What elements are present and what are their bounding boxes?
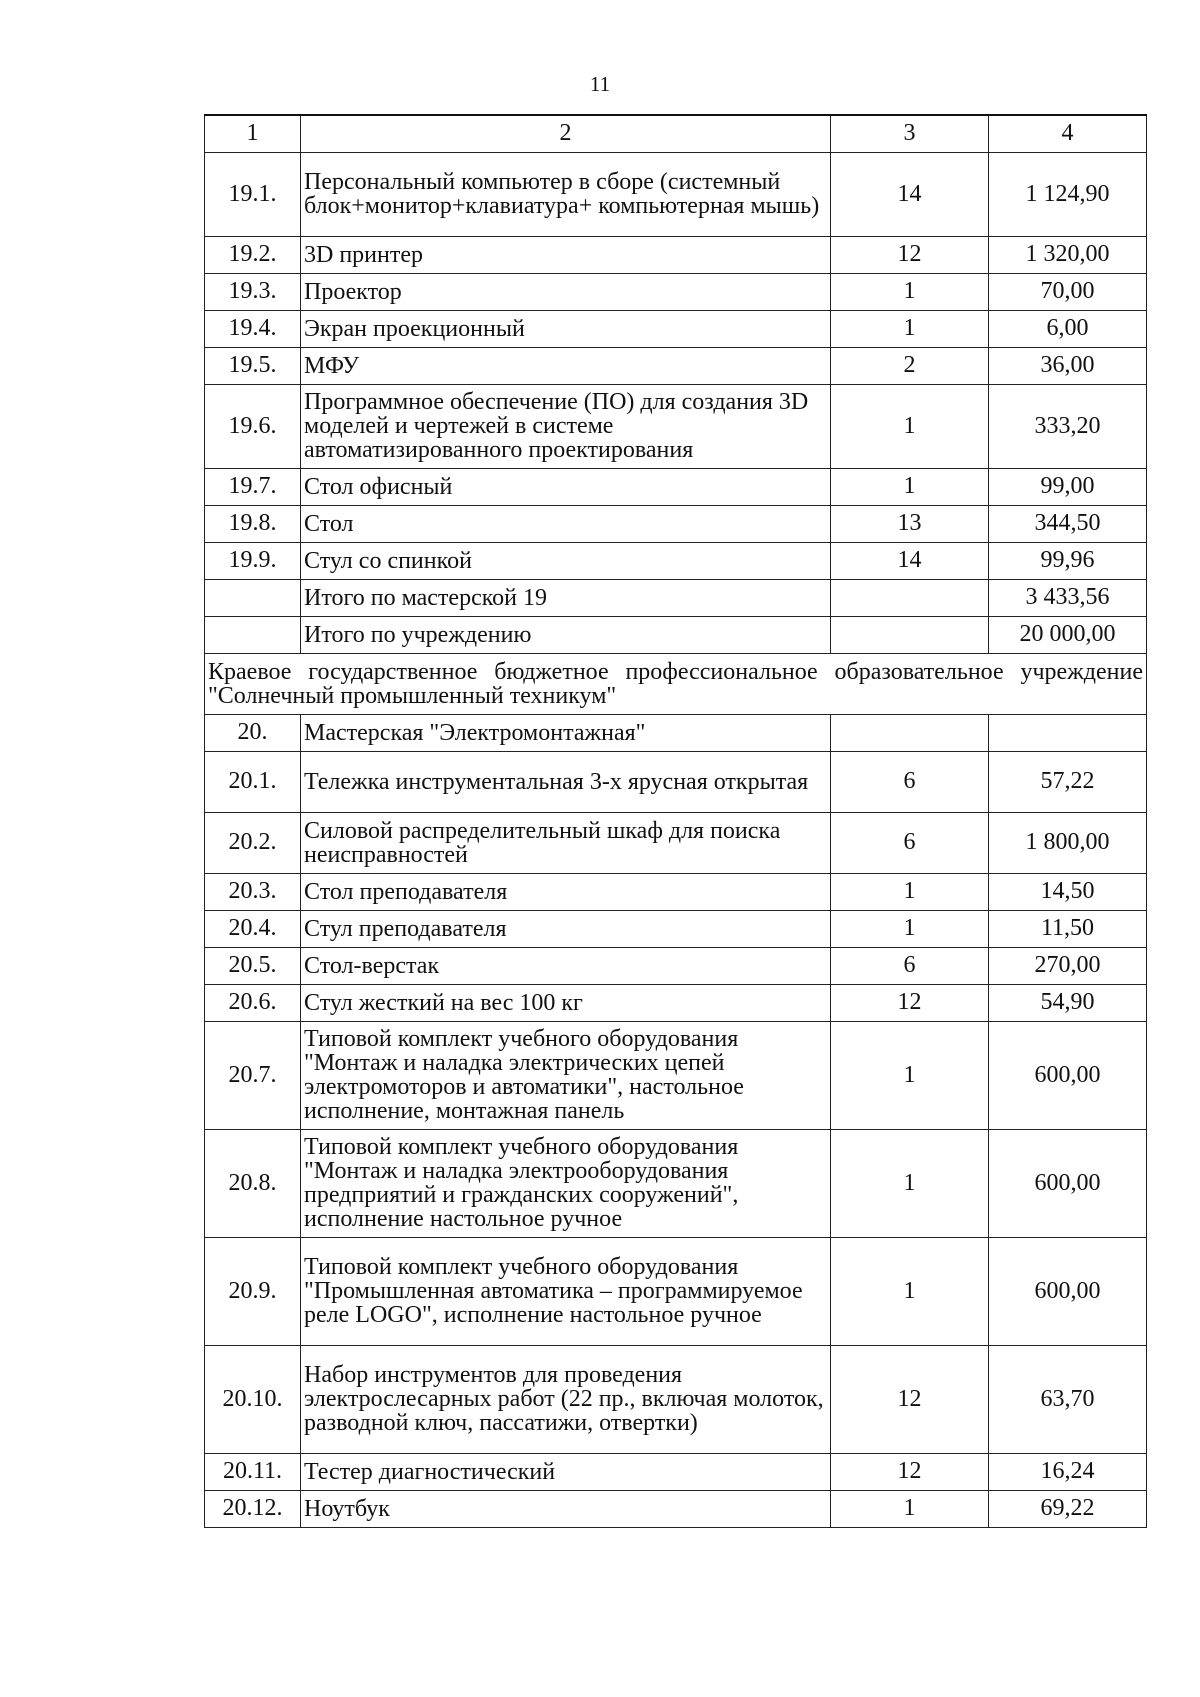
row-amount: 11,50	[989, 910, 1147, 947]
row-quantity: 14	[831, 152, 989, 236]
row-quantity: 12	[831, 236, 989, 273]
table-row	[205, 347, 1147, 384]
row-amount: 63,70	[989, 1345, 1147, 1453]
header-col-3: 3	[831, 115, 989, 152]
row-amount: 69,22	[989, 1490, 1147, 1527]
row-number: 20.6.	[205, 984, 301, 1021]
row-name: Проектор	[301, 273, 831, 310]
row-name: 3D принтер	[301, 236, 831, 273]
row-number: 19.9.	[205, 542, 301, 579]
row-number: 20.8.	[205, 1129, 301, 1237]
row-quantity: 1	[831, 468, 989, 505]
row-amount: 1 320,00	[989, 236, 1147, 273]
row-number: 19.5.	[205, 347, 301, 384]
equipment-table	[204, 114, 1147, 1528]
row-number: 19.8.	[205, 505, 301, 542]
row-number: 20.11.	[205, 1453, 301, 1490]
table-row	[205, 1490, 1147, 1527]
header-col-4: 4	[989, 115, 1147, 152]
row-quantity: 12	[831, 984, 989, 1021]
row-quantity	[831, 579, 989, 616]
row-name: Мастерская "Электромонтажная"	[301, 714, 831, 751]
row-number: 20.2.	[205, 812, 301, 873]
table-row	[205, 236, 1147, 273]
header-col-1: 1	[205, 115, 301, 152]
workshop-row	[205, 714, 1147, 751]
row-name: Стол преподавателя	[301, 873, 831, 910]
row-number: 20.1.	[205, 751, 301, 812]
row-number	[205, 616, 301, 653]
row-name: Стол-верстак	[301, 947, 831, 984]
row-number: 19.2.	[205, 236, 301, 273]
row-name: Персональный компьютер в сборе (системный блок+монитор+клавиатура+ компьютерная мышь)	[301, 152, 831, 236]
row-quantity: 1	[831, 273, 989, 310]
row-quantity: 2	[831, 347, 989, 384]
row-amount: 344,50	[989, 505, 1147, 542]
row-name: Программное обеспечение (ПО) для создания 3D моделей и чертежей в системе автоматизированного проектирования	[301, 384, 831, 468]
row-quantity: 6	[831, 947, 989, 984]
row-amount: 600,00	[989, 1129, 1147, 1237]
row-amount: 600,00	[989, 1021, 1147, 1129]
row-name: МФУ	[301, 347, 831, 384]
row-amount: 36,00	[989, 347, 1147, 384]
table-row	[205, 751, 1147, 812]
row-number: 20.4.	[205, 910, 301, 947]
table-row	[205, 1021, 1147, 1129]
page-number: 11	[589, 72, 611, 96]
table-row	[205, 947, 1147, 984]
row-quantity: 1	[831, 1129, 989, 1237]
row-number: 19.3.	[205, 273, 301, 310]
row-quantity: 1	[831, 310, 989, 347]
row-name: Стул жесткий на вес 100 кг	[301, 984, 831, 1021]
table-row	[205, 310, 1147, 347]
row-number: 20.10.	[205, 1345, 301, 1453]
table-row	[205, 984, 1147, 1021]
table-row	[205, 1129, 1147, 1237]
row-amount: 3 433,56	[989, 579, 1147, 616]
table-row	[205, 1453, 1147, 1490]
total-row	[205, 616, 1147, 653]
row-amount	[989, 714, 1147, 751]
table-row	[205, 542, 1147, 579]
row-amount: 270,00	[989, 947, 1147, 984]
row-name: Типовой комплект учебного оборудования "Промышленная автоматика – программируемое реле LOGO", исполнение настольное ручное	[301, 1237, 831, 1345]
row-quantity: 13	[831, 505, 989, 542]
table-row	[205, 1237, 1147, 1345]
row-number: 19.1.	[205, 152, 301, 236]
row-amount: 14,50	[989, 873, 1147, 910]
row-amount: 16,24	[989, 1453, 1147, 1490]
row-number: 20.9.	[205, 1237, 301, 1345]
row-number: 19.7.	[205, 468, 301, 505]
row-quantity: 14	[831, 542, 989, 579]
row-name: Стол офисный	[301, 468, 831, 505]
row-quantity: 12	[831, 1345, 989, 1453]
row-amount: 333,20	[989, 384, 1147, 468]
row-name: Итого по учреждению	[301, 616, 831, 653]
table-row	[205, 812, 1147, 873]
table-row	[205, 910, 1147, 947]
row-number: 19.6.	[205, 384, 301, 468]
row-number: 20.5.	[205, 947, 301, 984]
row-quantity: 1	[831, 873, 989, 910]
table-row	[205, 273, 1147, 310]
row-number: 20.12.	[205, 1490, 301, 1527]
row-number: 20.3.	[205, 873, 301, 910]
section-row	[205, 653, 1147, 714]
row-number: 19.4.	[205, 310, 301, 347]
row-quantity	[831, 616, 989, 653]
row-number	[205, 579, 301, 616]
row-amount: 1 124,90	[989, 152, 1147, 236]
row-amount: 600,00	[989, 1237, 1147, 1345]
row-quantity: 6	[831, 812, 989, 873]
row-number: 20.	[205, 714, 301, 751]
row-name: Экран проекционный	[301, 310, 831, 347]
table-header-row	[205, 115, 1147, 152]
table-row	[205, 1345, 1147, 1453]
table-row	[205, 152, 1147, 236]
row-quantity: 1	[831, 1237, 989, 1345]
table-row	[205, 384, 1147, 468]
row-name: Итого по мастерской 19	[301, 579, 831, 616]
row-amount: 54,90	[989, 984, 1147, 1021]
row-name: Стул преподавателя	[301, 910, 831, 947]
row-name: Стол	[301, 505, 831, 542]
table-row	[205, 873, 1147, 910]
row-quantity	[831, 714, 989, 751]
row-amount: 57,22	[989, 751, 1147, 812]
row-quantity: 1	[831, 384, 989, 468]
row-quantity: 1	[831, 1021, 989, 1129]
row-name: Ноутбук	[301, 1490, 831, 1527]
header-col-2: 2	[301, 115, 831, 152]
section-title: Краевое государственное бюджетное профессиональное образовательное учреждение "Солнечный промышленный техникум"	[205, 653, 1147, 714]
row-name: Тестер диагностический	[301, 1453, 831, 1490]
row-quantity: 1	[831, 1490, 989, 1527]
row-name: Типовой комплект учебного оборудования "Монтаж и наладка электрических цепей электромоторов и автоматики", настольное исполнение, монтажная панель	[301, 1021, 831, 1129]
table-row	[205, 505, 1147, 542]
row-amount: 1 800,00	[989, 812, 1147, 873]
row-name: Типовой комплект учебного оборудования "Монтаж и наладка электрооборудования предприятий и гражданских сооружений", исполнение настольное ручное	[301, 1129, 831, 1237]
row-quantity: 1	[831, 910, 989, 947]
row-amount: 99,96	[989, 542, 1147, 579]
row-name: Набор инструментов для проведения электрослесарных работ (22 пр., включая молоток, разводной ключ, пассатижи, отвертки)	[301, 1345, 831, 1453]
row-amount: 20 000,00	[989, 616, 1147, 653]
row-quantity: 6	[831, 751, 989, 812]
row-quantity: 12	[831, 1453, 989, 1490]
row-number: 20.7.	[205, 1021, 301, 1129]
row-name: Тележка инструментальная 3-х ярусная открытая	[301, 751, 831, 812]
row-amount: 6,00	[989, 310, 1147, 347]
row-amount: 70,00	[989, 273, 1147, 310]
subtotal-row	[205, 579, 1147, 616]
table-row	[205, 468, 1147, 505]
row-name: Стул со спинкой	[301, 542, 831, 579]
row-name: Силовой распределительный шкаф для поиска неисправностей	[301, 812, 831, 873]
row-amount: 99,00	[989, 468, 1147, 505]
